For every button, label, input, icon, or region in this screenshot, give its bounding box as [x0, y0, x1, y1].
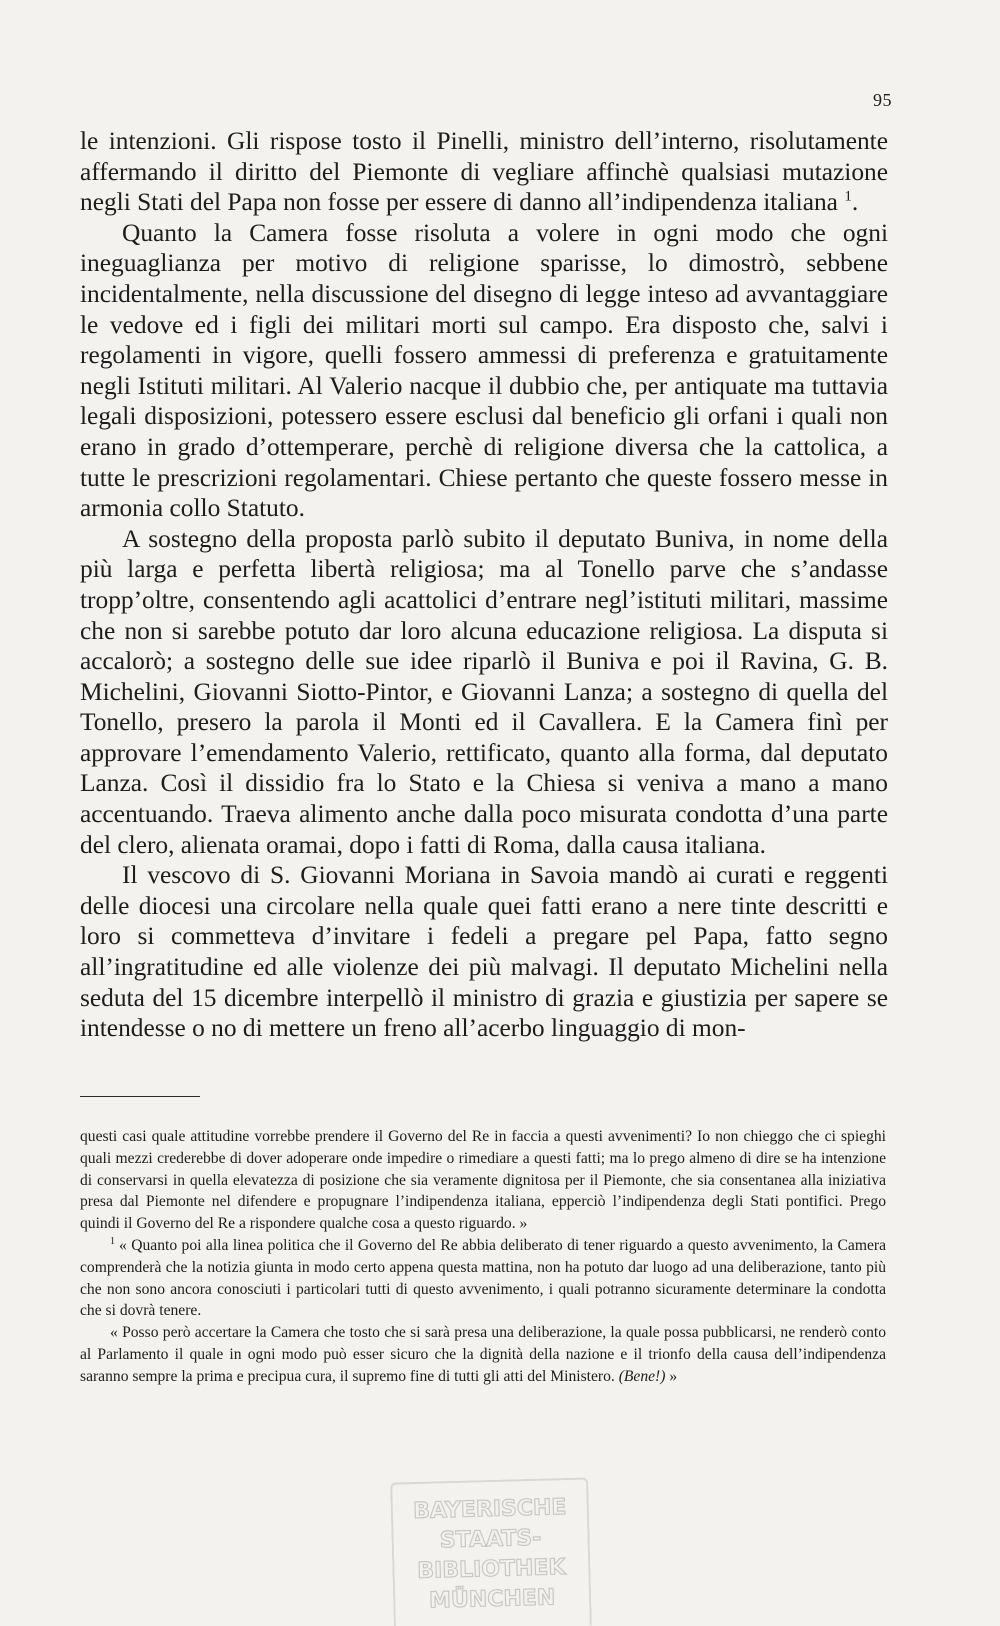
- footnote-continuation: questi casi quale attitudine vorrebbe prendere il Governo del Re in faccia a questi avvenimenti? Io non chieggo che ci spieghi quali mezzi crederebbe di dover adoperare onde impedire o rimediare a questi fatti; ma lo prego almeno di dire se ha intenzione di conservarsi in quella elevatezza di posizione che sia veramente dignitosa per il Piemonte, che sia consentanea alla iniziativa presa dal Piemonte nel difendere e propugnare l’indipendenza italiana, epperciò l’indipendenza degli Stati pontifici. Prego quindi il Governo del Re a rispondere qualche cosa a questo riguardo. »: [80, 1128, 886, 1233]
- footnote-1-continuation: [80, 1322, 886, 1387]
- footnote-closing-quote: »: [669, 1367, 678, 1385]
- paragraph-camera-religion: Quanto la Camera fosse risoluta a volere in ogni modo che ogni ineguaglianza per motivo di religione sparisse, lo dimostrò, sebbene incidentalmente, nella discussione del disegno di legge inteso ad avvantaggiare le vedove ed i figli dei militari morti sul campo. Era disposto che, salvi i regolamenti in vigore, quelli fossero ammessi di preferenza e gratuitamente negli Istituti militari. Al Valerio nacque il dubbio che, per antiquate ma tuttavia legali disposizioni, potessero essere esclusi dal beneficio gli orfani i quali non erano in grado d’ottemperare, perchè di religione diversa che la cattolica, a tutte le prescrizioni regolamentari. Chiese pertanto che queste fossero messe in armonia collo Statuto.: [80, 218, 888, 523]
- footnote-reference: 1: [844, 188, 852, 205]
- paragraph-continuation: [80, 126, 888, 218]
- paragraph-buniva-debate: A sostegno della proposta parlò subito il deputato Buniva, in nome della più larga e perfetta libertà religiosa; ma al Tonello parve che s’andasse tropp’oltre, consentendo agli acattolici d’entrare negl’istituti militari, massime che non si sarebbe potuto dar loro alcuna educazione religiosa. La disputa si accalorò; a sostegno delle sue idee riparlò il Buniva e poi il Ravina, G. B. Michelini, Giovanni Siotto-Pintor, e Giovanni Lanza; a sostegno di quella del Tonello, presero la parola il Monti ed il Cavallera. E la Camera finì per approvare l’emendamento Valerio, rettificato, quanto alla forma, dal deputato Lanza. Così il dissidio fra lo Stato e la Chiesa si veniva a mano a mano accentuando. Traeva alimento anche dalla poco misurata condotta d’una parte del clero, alienata oramai, dopo i fatti di Roma, dalla causa italiana.: [80, 524, 888, 859]
- library-stamp-graphic: [392, 1479, 590, 1626]
- stamp-line: BIBLIOTHEK: [417, 1555, 566, 1584]
- footnote-1-cont-text: « Posso però accertare la Camera che tosto che si sarà presa una deliberazione, la quale possa pubblicarsi, ne renderò conto al Parlamento il quale in ogni modo può esser sicuro che la dignità della nazione e il trionfo della causa dell’indipendenza saranno sempre la prima e precipua cura, il supremo fine di tutti gli atti del Ministero.: [80, 1324, 886, 1385]
- footnote-1: [80, 1235, 886, 1322]
- footnote-mark: 1: [110, 1235, 115, 1247]
- main-text-block: [80, 126, 888, 1044]
- library-stamp: [390, 1477, 592, 1626]
- footnotes-block: [80, 1126, 886, 1388]
- footnote-applause: (Bene!): [618, 1367, 666, 1385]
- stamp-line: STAATS-: [439, 1525, 542, 1554]
- stamp-line: BAYERISCHE: [412, 1495, 567, 1525]
- paragraph-text: le intenzioni. Gli rispose tosto il Pinelli, ministro dell’interno, risolutamente affermando il diritto del Piemonte di vegliare affinchè qualsiasi mutazione negli Stati del Papa non fosse per essere di danno all’indipendenza italiana: [80, 127, 888, 217]
- stamp-line: MÜNCHEN: [428, 1585, 556, 1614]
- page-number: 95: [873, 90, 892, 110]
- footnote-separator: [80, 1096, 200, 1097]
- footnote-1-text: « Quanto poi alla linea politica che il Governo del Re abbia deliberato di tener riguardo a questo avvenimento, la Camera comprenderà che la notizia giunta in modo certo appena questa mattina, non ha potuto dar luogo ad una deliberazione, tanto più che non sono ancora conosciuti i particolari tutti di questo avvenimento, i quali potranno sicuramente determinare la condotta che si dovrà tenere.: [80, 1236, 886, 1320]
- paragraph-trailing-punctuation: .: [851, 188, 859, 217]
- paragraph-vescovo-moriana: Il vescovo di S. Giovanni Moriana in Savoia mandò ai curati e reggenti delle diocesi una circolare nella quale quei fatti erano a nere tinte descritti e loro si commetteva d’invitare i fedeli a pregare pel Papa, fatto segno all’ingratitudine ed alle violenze dei più malvagi. Il deputato Michelini nella seduta del 15 dicembre interpellò il ministro di grazia e giustizia per sapere se intendesse o no di mettere un freno all’acerbo linguaggio di mon-: [80, 861, 888, 1043]
